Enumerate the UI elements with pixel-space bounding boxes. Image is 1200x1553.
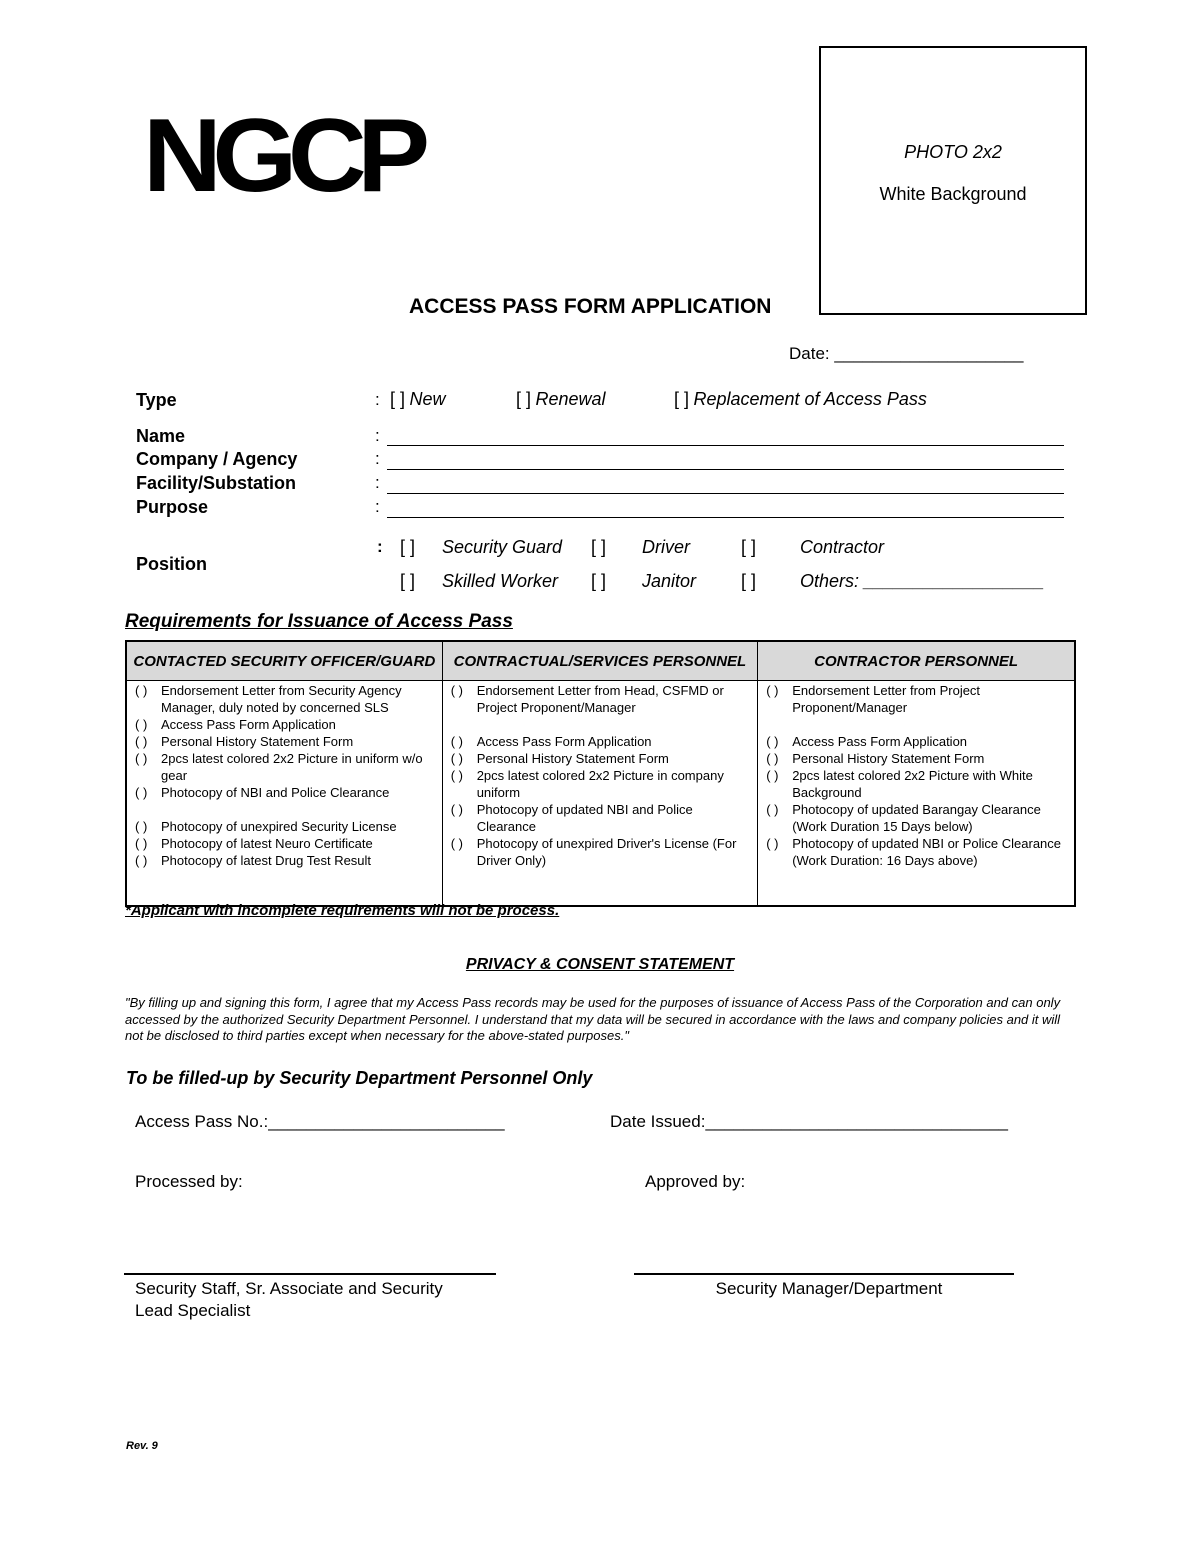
req-item[interactable] [766, 682, 1068, 716]
type-option-renewal[interactable] [516, 389, 606, 410]
company-colon: : [375, 449, 380, 468]
company-field-line[interactable] [387, 469, 1064, 470]
req-checkbox[interactable]: ( ) [450, 768, 463, 783]
position-skilled-worker-checkbox[interactable]: [ ] [400, 571, 416, 591]
name-field-line[interactable] [387, 445, 1064, 446]
position-contractor-checkbox[interactable]: [ ] [741, 537, 757, 557]
name-label: Name [136, 426, 186, 446]
type-new-checkbox[interactable]: [ ] [390, 389, 406, 409]
facility-field-line[interactable] [387, 493, 1064, 494]
req-text: 2pcs latest colored 2x2 Picture with White Background [792, 768, 1033, 800]
req-item[interactable] [451, 767, 752, 801]
type-option-new[interactable] [390, 389, 445, 410]
req-checkbox[interactable]: ( ) [766, 683, 779, 698]
req-item[interactable] [135, 818, 436, 835]
req-text: Photocopy of latest Neuro Certificate [161, 836, 373, 851]
name-colon: : [375, 426, 380, 445]
photo-placeholder-box [819, 46, 1087, 315]
type-renewal-label: Renewal [535, 389, 606, 409]
req-item[interactable] [135, 733, 436, 750]
req-list-contractual [442, 681, 758, 907]
req-checkbox[interactable]: ( ) [450, 734, 463, 749]
approved-by-label: Approved by: [645, 1172, 746, 1191]
security-section-title: To be filled-up by Security Department Personnel Only [126, 1068, 593, 1088]
position-driver-checkbox[interactable]: [ ] [591, 537, 607, 557]
req-item[interactable] [766, 767, 1068, 801]
position-janitor-label: Janitor [642, 571, 697, 591]
req-checkbox[interactable]: ( ) [135, 717, 148, 732]
req-item[interactable] [766, 750, 1068, 767]
position-driver-label: Driver [642, 537, 690, 557]
req-checkbox[interactable]: ( ) [450, 802, 463, 817]
position-contractor-label: Contractor [800, 537, 885, 557]
req-checkbox[interactable]: ( ) [766, 768, 779, 783]
processed-by-label: Processed by: [135, 1172, 243, 1191]
req-item[interactable] [451, 835, 752, 869]
type-replacement-label: Replacement of Access Pass [693, 389, 927, 409]
req-checkbox[interactable]: ( ) [135, 683, 148, 698]
req-text: Photocopy of unexpired Driver's License (For Driver Only) [476, 836, 737, 868]
req-item[interactable] [135, 750, 436, 784]
position-security-guard-checkbox[interactable]: [ ] [400, 537, 416, 557]
req-item[interactable] [766, 801, 1068, 835]
req-checkbox[interactable]: ( ) [766, 734, 779, 749]
req-text: Endorsement Letter from Project Proponent/Manager [792, 683, 981, 715]
date-field[interactable]: Date: ____________________ [789, 344, 1024, 363]
requirements-table [125, 640, 1076, 907]
req-text: 2pcs latest colored 2x2 Picture in company uniform [476, 768, 724, 800]
req-header-contractor: CONTRACTOR PERSONNEL [758, 641, 1075, 681]
privacy-statement: "By filling up and signing this form, I agree that my Access Pass records may be used for the purposes of issuance of Access Pass of the Corporation and can only accessed by the authorized Security Department Personnel. I understand that my data will be secured in accordance with the laws and company policies and it will not be disclosed to third parties except when necessary for the above-stated purposes." [125, 995, 1061, 1043]
type-label: Type [136, 390, 177, 410]
ngcp-logo: NGCP [143, 98, 421, 214]
position-janitor-checkbox[interactable]: [ ] [591, 571, 607, 591]
facility-label: Facility/Substation [136, 473, 297, 493]
position-skilled-worker-label: Skilled Worker [442, 571, 559, 591]
type-new-label: New [409, 389, 446, 409]
req-checkbox[interactable]: ( ) [766, 836, 779, 851]
req-checkbox[interactable]: ( ) [135, 751, 148, 766]
company-label: Company / Agency [136, 449, 298, 469]
purpose-label: Purpose [136, 497, 209, 517]
incomplete-requirements-note: *Applicant with incomplete requirements will not be process. [125, 902, 560, 919]
type-renewal-checkbox[interactable]: [ ] [516, 389, 532, 409]
position-others-checkbox[interactable]: [ ] [741, 571, 757, 591]
req-checkbox[interactable]: ( ) [450, 751, 463, 766]
req-checkbox[interactable]: ( ) [135, 734, 148, 749]
req-text: Photocopy of updated Barangay Clearance (Work Duration 15 Days below) [792, 802, 1041, 834]
req-item[interactable] [135, 716, 436, 733]
type-option-replacement[interactable] [674, 389, 927, 410]
type-colon: : [375, 390, 380, 409]
req-list-contractor [758, 681, 1075, 907]
revision-label: Rev. 9 [126, 1440, 158, 1452]
approved-by-signatory: Security Manager/Department [715, 1279, 943, 1298]
req-header-contractual: CONTRACTUAL/SERVICES PERSONNEL [442, 641, 758, 681]
req-checkbox[interactable]: ( ) [766, 751, 779, 766]
approved-by-signature-line[interactable] [634, 1273, 1014, 1275]
facility-colon: : [375, 473, 380, 492]
req-checkbox[interactable]: ( ) [135, 819, 148, 834]
position-security-guard-label: Security Guard [442, 537, 563, 557]
req-checkbox[interactable]: ( ) [766, 802, 779, 817]
req-text: Endorsement Letter from Head, CSFMD or Project Proponent/Manager [476, 683, 724, 715]
req-item[interactable] [135, 784, 436, 801]
position-label: Position [136, 554, 207, 574]
form-title: ACCESS PASS FORM APPLICATION [409, 295, 772, 318]
req-item[interactable] [451, 750, 752, 767]
privacy-title: PRIVACY & CONSENT STATEMENT [465, 956, 735, 973]
req-text: Access Pass Form Application [476, 734, 652, 749]
req-item[interactable] [451, 801, 752, 835]
req-text: Photocopy of updated NBI and Police Clearance [476, 802, 693, 834]
position-others-label[interactable]: Others: __________________ [800, 571, 1045, 591]
req-checkbox[interactable]: ( ) [135, 853, 148, 868]
date-issued-field[interactable]: Date Issued:________________________________ [610, 1112, 1008, 1131]
req-text: Access Pass Form Application [161, 717, 336, 732]
req-text: Access Pass Form Application [792, 734, 968, 749]
req-item[interactable] [766, 835, 1068, 869]
photo-background-label: White Background [879, 184, 1027, 204]
req-text: Personal History Statement Form [792, 751, 985, 766]
access-pass-number-field[interactable]: Access Pass No.:_________________________ [135, 1112, 505, 1131]
req-item[interactable] [766, 733, 1068, 750]
req-item[interactable] [135, 682, 436, 716]
req-checkbox[interactable]: ( ) [450, 836, 463, 851]
req-text: Photocopy of NBI and Police Clearance [161, 785, 390, 800]
req-text: Endorsement Letter from Security Agency Manager, duly noted by concerned SLS [161, 683, 402, 715]
req-checkbox[interactable]: ( ) [135, 785, 148, 800]
req-item[interactable] [135, 835, 436, 852]
req-checkbox[interactable]: ( ) [450, 683, 463, 698]
req-item[interactable] [451, 733, 752, 750]
position-colon: : [377, 537, 383, 556]
req-list-security [126, 681, 442, 907]
processed-by-signatory: Security Staff, Sr. Associate and Security Lead Specialist [135, 1279, 443, 1320]
req-text: Personal History Statement Form [476, 751, 669, 766]
req-header-security: CONTACTED SECURITY OFFICER/GUARD [126, 641, 442, 681]
req-text: Photocopy of updated NBI or Police Clearance (Work Duration: 16 Days above) [792, 836, 1062, 868]
processed-by-signature-line[interactable] [124, 1273, 496, 1275]
req-checkbox[interactable]: ( ) [135, 836, 148, 851]
req-text: Photocopy of unexpired Security License [161, 819, 397, 834]
req-text: Personal History Statement Form [161, 734, 354, 749]
req-text: Photocopy of latest Drug Test Result [161, 853, 372, 868]
purpose-field-line[interactable] [387, 517, 1064, 518]
req-item[interactable] [451, 682, 752, 716]
requirements-title: Requirements for Issuance of Access Pass [125, 611, 513, 632]
purpose-colon: : [375, 497, 380, 516]
photo-size-label: PHOTO 2x2 [904, 142, 1002, 162]
type-replacement-checkbox[interactable]: [ ] [674, 389, 690, 409]
req-item[interactable] [135, 852, 436, 869]
req-text: 2pcs latest colored 2x2 Picture in uniform w/o gear [161, 751, 423, 783]
